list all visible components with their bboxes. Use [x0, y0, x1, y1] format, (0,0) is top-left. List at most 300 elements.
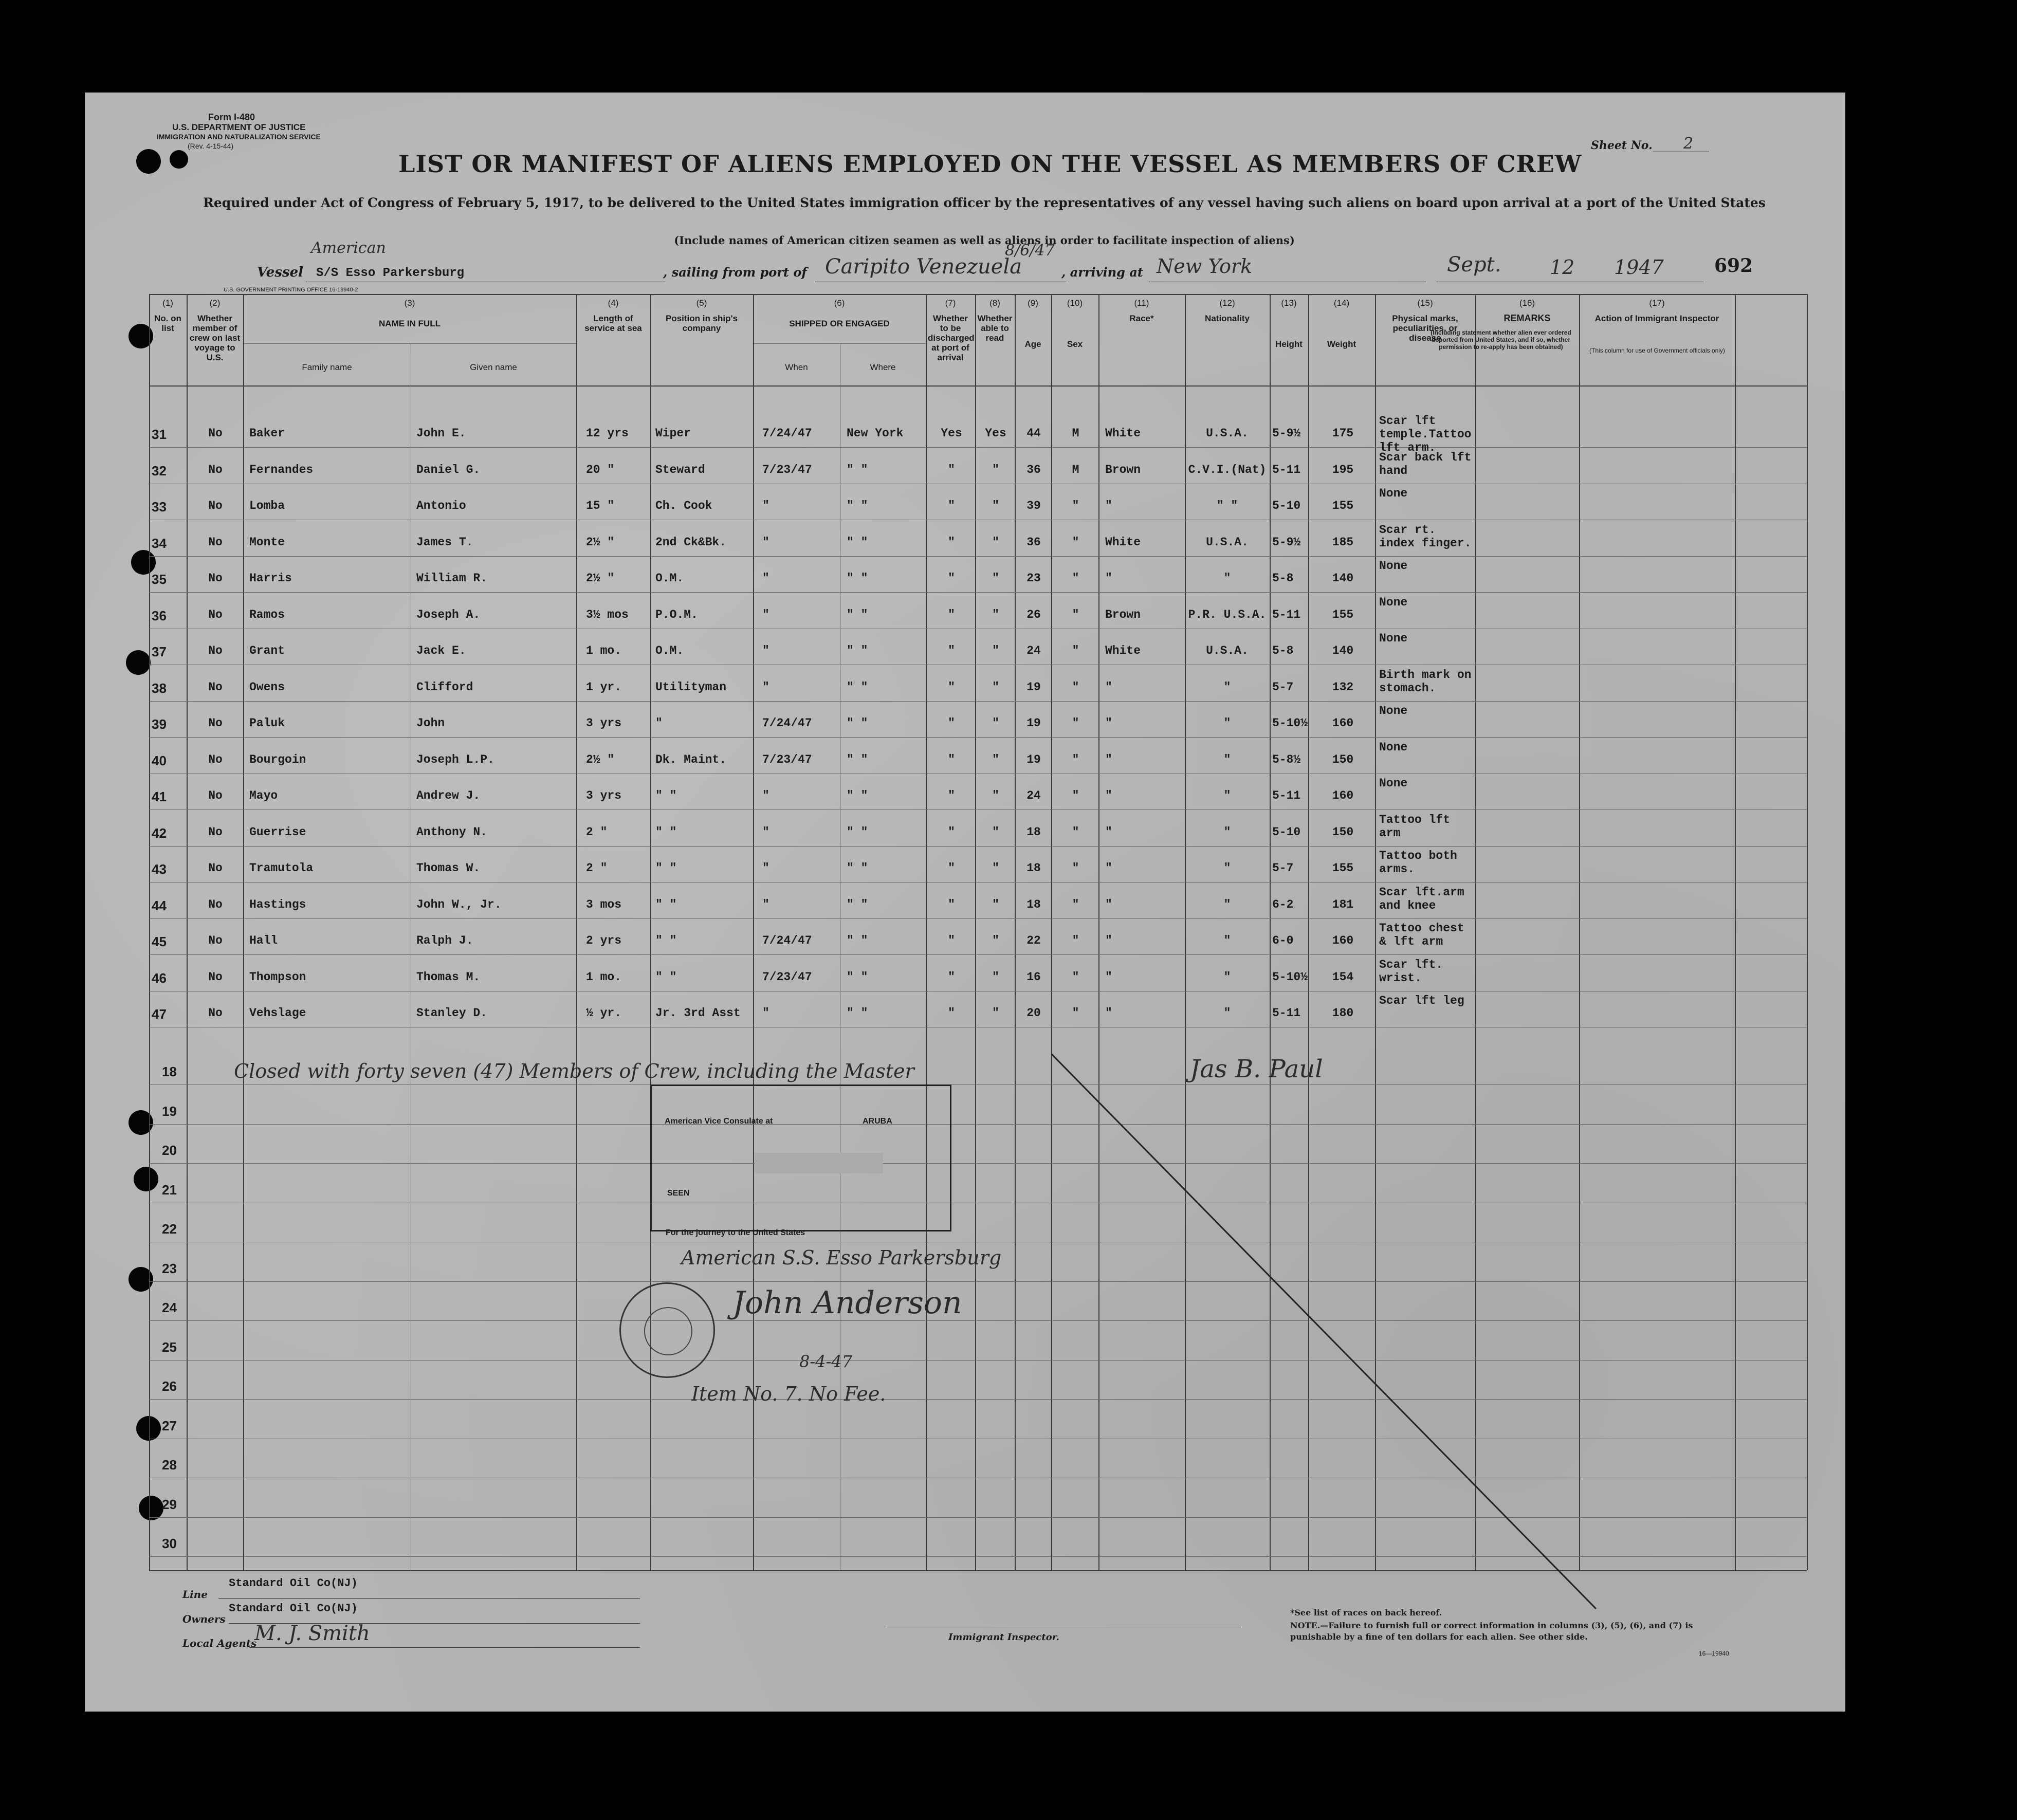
- cell-nationality: " ": [1216, 499, 1238, 512]
- cell-weight: 132: [1332, 680, 1354, 694]
- service-name: IMMIGRATION AND NATURALIZATION SERVICE: [157, 133, 321, 141]
- cell-prev: No: [208, 716, 223, 730]
- cell-sex: ": [1072, 572, 1079, 585]
- cell-nationality: ": [1223, 934, 1231, 947]
- cell-where: " ": [847, 572, 868, 585]
- cell-where: " ": [847, 825, 868, 839]
- column-rule: [243, 294, 244, 1570]
- column-rule: [149, 294, 150, 1570]
- cell-discharged: ": [948, 861, 955, 875]
- owners-label: Owners: [182, 1613, 226, 1625]
- cell-given: Daniel G.: [416, 463, 481, 476]
- row-number: 29: [162, 1496, 177, 1512]
- cell-age: 39: [1026, 499, 1041, 512]
- cell-when: 7/23/47: [762, 970, 812, 984]
- cell-family: Ramos: [249, 608, 285, 621]
- cell-height: 6-0: [1272, 934, 1294, 947]
- cell-when: ": [762, 680, 769, 694]
- cell-nationality: ": [1223, 1006, 1231, 1020]
- cell-nationality: U.S.A.: [1206, 427, 1249, 440]
- column-header: Weight: [1327, 339, 1356, 349]
- cell-nationality: C.V.I.(Nat): [1188, 463, 1267, 476]
- sheet-label: Sheet No.: [1591, 139, 1653, 152]
- cell-read: ": [992, 861, 999, 875]
- row-number: 25: [162, 1339, 177, 1355]
- cell-sex: ": [1072, 1006, 1079, 1020]
- cell-age: 19: [1026, 752, 1041, 766]
- cell-discharged: ": [948, 716, 955, 730]
- column-header: Race*: [1129, 314, 1154, 323]
- cell-where: " ": [847, 535, 868, 549]
- cell-discharged: ": [948, 608, 955, 621]
- row-number: 27: [162, 1418, 177, 1433]
- cell-age: 26: [1026, 608, 1041, 621]
- cell-where: " ": [847, 608, 868, 621]
- cell-position: O.M.: [655, 644, 684, 657]
- row-rule: [149, 737, 1807, 738]
- column-number: (10): [1067, 298, 1083, 308]
- column-header: Age: [1024, 339, 1041, 349]
- cell-age: 36: [1026, 463, 1041, 476]
- stamp-date: 8-4-47: [799, 1352, 853, 1371]
- cell-weight: 150: [1332, 752, 1354, 766]
- cell-where: " ": [847, 789, 868, 802]
- column-rule: [1015, 294, 1016, 1570]
- row-rule: [149, 846, 1807, 847]
- cell-prev: No: [208, 752, 223, 766]
- sub-header: Given name: [470, 362, 517, 372]
- cell-age: 18: [1026, 861, 1041, 875]
- cell-read: ": [992, 789, 999, 802]
- cell-race: ": [1105, 789, 1112, 802]
- cell-discharged: ": [948, 463, 955, 476]
- cell-weight: 155: [1332, 499, 1354, 512]
- cell-height: 5-7: [1272, 680, 1294, 694]
- row-number: 44: [152, 897, 167, 913]
- row-number: 38: [152, 680, 167, 696]
- cell-position: Dk. Maint.: [655, 752, 727, 766]
- cell-prev: No: [208, 499, 223, 512]
- cell-marks: Scar lft.arm and knee: [1379, 885, 1464, 912]
- cell-height: 5-10: [1272, 825, 1301, 839]
- column-header: NAME IN FULL: [379, 319, 441, 328]
- sailing-date: 8/6/47: [1005, 242, 1055, 260]
- consular-stamp: [650, 1084, 951, 1231]
- cell-when: ": [762, 608, 769, 621]
- cell-when: ": [762, 897, 769, 911]
- column-header: Whether to be discharged at port of arrival: [928, 314, 975, 362]
- cell-race: ": [1105, 861, 1112, 875]
- cell-age: 20: [1026, 1006, 1041, 1020]
- cell-prev: No: [208, 427, 223, 440]
- punch-hole: [136, 1416, 161, 1441]
- cell-sex: ": [1072, 861, 1079, 875]
- cell-family: Harris: [249, 572, 292, 585]
- cell-given: John E.: [416, 427, 466, 440]
- cell-read: ": [992, 752, 999, 766]
- cell-nationality: ": [1223, 970, 1231, 984]
- cell-weight: 155: [1332, 861, 1354, 875]
- column-number: (17): [1649, 298, 1665, 308]
- cell-given: William R.: [416, 572, 488, 585]
- stamp-vessel: American S.S. Esso Parkersburg: [681, 1246, 1002, 1269]
- cell-position: P.O.M.: [655, 608, 698, 621]
- arrival-day: 12: [1550, 256, 1575, 279]
- cell-race: ": [1105, 825, 1112, 839]
- column-number: (8): [989, 298, 1000, 308]
- column-rule: [1735, 294, 1736, 1570]
- cell-prev: No: [208, 1006, 223, 1020]
- column-number: (1): [162, 298, 173, 308]
- cell-position: Wiper: [655, 427, 691, 440]
- cell-when: 7/23/47: [762, 752, 812, 766]
- cell-when: ": [762, 644, 769, 657]
- agents-label: Local Agents: [182, 1637, 257, 1649]
- subtitle-note: (Include names of American citizen seamen as well as aliens in order to facilitate inspection of aliens): [674, 234, 1295, 247]
- column-rule: [650, 294, 651, 1570]
- cell-given: Thomas M.: [416, 970, 481, 984]
- cell-where: " ": [847, 644, 868, 657]
- cell-prev: No: [208, 897, 223, 911]
- cell-age: 18: [1026, 897, 1041, 911]
- owners-value: Standard Oil Co(NJ): [229, 1602, 358, 1615]
- column-number: (14): [1333, 298, 1350, 308]
- cell-weight: 160: [1332, 934, 1354, 947]
- row-number: 24: [162, 1300, 177, 1315]
- cell-height: 5-10½: [1272, 970, 1308, 984]
- column-header: SHIPPED OR ENGAGED: [789, 319, 890, 328]
- cell-height: 5-9½: [1272, 535, 1301, 549]
- cell-service: 3½ mos: [586, 608, 629, 621]
- row-number: 35: [152, 572, 167, 587]
- cell-marks: Tattoo both arms.: [1379, 849, 1457, 876]
- cell-when: ": [762, 825, 769, 839]
- cell-race: White: [1105, 427, 1141, 440]
- cell-race: ": [1105, 752, 1112, 766]
- cell-discharged: ": [948, 752, 955, 766]
- row-number: 47: [152, 1006, 167, 1022]
- sheet-number: 2: [1683, 135, 1694, 153]
- cell-sex: ": [1072, 970, 1079, 984]
- cell-nationality: ": [1223, 716, 1231, 730]
- agents-value: M. J. Smith: [254, 1622, 370, 1645]
- cell-family: Mayo: [249, 789, 278, 802]
- cell-service: 2 ": [586, 861, 608, 875]
- cell-nationality: ": [1223, 897, 1231, 911]
- cell-position: " ": [655, 861, 677, 875]
- row-rule: [149, 918, 1807, 919]
- stamp-fee: Item No. 7. No Fee.: [691, 1383, 886, 1405]
- cell-prev: No: [208, 608, 223, 621]
- row-number: 22: [162, 1221, 177, 1237]
- cell-discharged: ": [948, 970, 955, 984]
- column-header: Whether member of crew on last voyage to U.S.: [189, 314, 241, 362]
- row-number: 21: [162, 1182, 177, 1198]
- column-number: (5): [696, 298, 707, 308]
- cell-sex: M: [1072, 463, 1079, 476]
- cell-height: 5-8: [1272, 644, 1294, 657]
- arriving-port: New York: [1157, 255, 1253, 278]
- cell-service: 2½ ": [586, 535, 615, 549]
- cell-read: Yes: [985, 427, 1006, 440]
- cell-nationality: ": [1223, 752, 1231, 766]
- cell-given: Antonio: [416, 499, 466, 512]
- stamp-consulate: American Vice Consulate at: [665, 1117, 773, 1126]
- cell-prev: No: [208, 463, 223, 476]
- cell-marks: None: [1379, 777, 1408, 790]
- cell-prev: No: [208, 861, 223, 875]
- cell-when: 7/24/47: [762, 716, 812, 730]
- cell-read: ": [992, 608, 999, 621]
- stamp-seen: SEEN: [667, 1189, 690, 1198]
- cell-discharged: ": [948, 789, 955, 802]
- cell-family: Fernandes: [249, 463, 314, 476]
- cell-position: O.M.: [655, 572, 684, 585]
- cell-when: 7/23/47: [762, 463, 812, 476]
- row-rule: [149, 954, 1807, 955]
- cell-marks: Scar lft temple.Tattoo lft arm.: [1379, 414, 1472, 454]
- cell-age: 24: [1026, 644, 1041, 657]
- column-rule: [576, 294, 577, 1570]
- row-number: 34: [152, 535, 167, 551]
- cell-discharged: ": [948, 825, 955, 839]
- cell-race: ": [1105, 897, 1112, 911]
- row-number: 39: [152, 716, 167, 732]
- print-office: U.S. GOVERNMENT PRINTING OFFICE 16-19940-2: [224, 287, 358, 293]
- cell-family: Paluk: [249, 716, 285, 730]
- row-number: 37: [152, 644, 167, 659]
- cell-race: ": [1105, 680, 1112, 694]
- cell-prev: No: [208, 825, 223, 839]
- cell-marks: None: [1379, 632, 1408, 645]
- row-rule: [149, 447, 1807, 448]
- column-number: (12): [1219, 298, 1235, 308]
- punch-hole: [126, 650, 151, 675]
- cell-read: ": [992, 499, 999, 512]
- cell-when: ": [762, 861, 769, 875]
- punch-hole: [134, 1167, 158, 1191]
- row-number: 45: [152, 934, 167, 949]
- row-number: 20: [162, 1143, 177, 1158]
- cell-race: Brown: [1105, 463, 1141, 476]
- cell-service: 1 yr.: [586, 680, 622, 694]
- cell-marks: Scar lft. wrist.: [1379, 958, 1443, 985]
- cell-height: 5-10: [1272, 499, 1301, 512]
- cell-age: 18: [1026, 825, 1041, 839]
- column-number: (13): [1281, 298, 1297, 308]
- cell-given: Clifford: [416, 680, 473, 694]
- column-number: (4): [608, 298, 619, 308]
- cell-position: Steward: [655, 463, 705, 476]
- cell-sex: ": [1072, 897, 1079, 911]
- arrival-month: Sept.: [1447, 253, 1501, 277]
- cell-read: ": [992, 897, 999, 911]
- cell-family: Guerrise: [249, 825, 306, 839]
- cell-weight: 180: [1332, 1006, 1354, 1020]
- cell-nationality: ": [1223, 572, 1231, 585]
- column-number: (9): [1028, 298, 1038, 308]
- cell-sex: ": [1072, 499, 1079, 512]
- row-rule: [149, 592, 1807, 593]
- cell-nationality: U.S.A.: [1206, 644, 1249, 657]
- cell-marks: Tattoo chest & lft arm: [1379, 922, 1464, 948]
- cell-family: Lomba: [249, 499, 285, 512]
- cell-position: Utilityman: [655, 680, 727, 694]
- department: U.S. DEPARTMENT OF JUSTICE: [172, 122, 306, 132]
- cell-given: James T.: [416, 535, 473, 549]
- column-number: (6): [834, 298, 845, 308]
- cell-sex: ": [1072, 608, 1079, 621]
- cell-service: 12 yrs: [586, 427, 629, 440]
- cell-weight: 154: [1332, 970, 1354, 984]
- cell-sex: ": [1072, 644, 1079, 657]
- cell-race: ": [1105, 572, 1112, 585]
- row-number: 33: [152, 499, 167, 514]
- column-header: Height: [1275, 339, 1303, 349]
- cell-prev: No: [208, 535, 223, 549]
- cell-discharged: ": [948, 535, 955, 549]
- cell-discharged: ": [948, 1006, 955, 1020]
- cell-age: 19: [1026, 716, 1041, 730]
- column-rule: [975, 294, 976, 1570]
- cell-read: ": [992, 535, 999, 549]
- column-number: (3): [404, 298, 415, 308]
- sub-header: When: [785, 362, 808, 372]
- cell-height: 5-11: [1272, 789, 1301, 802]
- cell-discharged: ": [948, 934, 955, 947]
- cell-given: Andrew J.: [416, 789, 481, 802]
- cell-marks: None: [1379, 740, 1408, 754]
- cell-when: ": [762, 789, 769, 802]
- cell-height: 5-8: [1272, 572, 1294, 585]
- cell-sex: ": [1072, 789, 1079, 802]
- cell-race: White: [1105, 535, 1141, 549]
- cell-where: " ": [847, 499, 868, 512]
- cell-race: ": [1105, 934, 1112, 947]
- cell-marks: None: [1379, 595, 1408, 609]
- cell-read: ": [992, 825, 999, 839]
- cell-when: 7/24/47: [762, 427, 812, 440]
- consular-seal: [619, 1282, 715, 1378]
- cell-where: " ": [847, 752, 868, 766]
- cell-service: 2 ": [586, 825, 608, 839]
- vessel-nationality: American: [311, 239, 386, 257]
- cell-given: Anthony N.: [416, 825, 488, 839]
- column-header: Physical marks, peculiarities, or disease: [1392, 314, 1458, 343]
- cell-age: 44: [1026, 427, 1041, 440]
- cell-service: 1 mo.: [586, 644, 622, 657]
- cell-age: 23: [1026, 572, 1041, 585]
- column-rule: [1807, 294, 1808, 1570]
- cell-marks: Tattoo lft arm: [1379, 813, 1451, 840]
- cell-family: Monte: [249, 535, 285, 549]
- cell-position: Ch. Cook: [655, 499, 712, 512]
- cell-height: 5-8½: [1272, 752, 1301, 766]
- cell-sex: ": [1072, 934, 1079, 947]
- cell-where: " ": [847, 861, 868, 875]
- cell-when: ": [762, 499, 769, 512]
- cell-service: 3 yrs: [586, 789, 622, 802]
- cell-height: 5-9½: [1272, 427, 1301, 440]
- closing-note: Closed with forty seven (47) Members of Crew, including the Master: [234, 1060, 914, 1082]
- stamp-place: ARUBA: [863, 1117, 892, 1126]
- cell-weight: 185: [1332, 535, 1354, 549]
- cell-weight: 140: [1332, 644, 1354, 657]
- cell-prev: No: [208, 680, 223, 694]
- cell-weight: 181: [1332, 897, 1354, 911]
- column-number: (16): [1519, 298, 1535, 308]
- cell-nationality: ": [1223, 680, 1231, 694]
- column-number: (2): [209, 298, 221, 308]
- cell-weight: 160: [1332, 789, 1354, 802]
- cell-marks: None: [1379, 704, 1408, 718]
- cell-marks: Scar back lft hand: [1379, 450, 1472, 477]
- cell-nationality: U.S.A.: [1206, 535, 1249, 549]
- row-number: 30: [162, 1536, 177, 1551]
- cell-family: Grant: [249, 644, 285, 657]
- row-number: 43: [152, 861, 167, 877]
- cell-sex: ": [1072, 752, 1079, 766]
- cell-where: " ": [847, 897, 868, 911]
- row-rule: [149, 556, 1807, 557]
- cell-read: ": [992, 970, 999, 984]
- cell-marks: Scar rt. index finger.: [1379, 523, 1472, 550]
- cell-discharged: ": [948, 644, 955, 657]
- row-rule: [149, 882, 1807, 883]
- cell-service: 2½ ": [586, 752, 615, 766]
- cell-service: 20 ": [586, 463, 615, 476]
- cell-sex: ": [1072, 680, 1079, 694]
- cell-marks: Birth mark on stomach.: [1379, 668, 1472, 695]
- cell-discharged: ": [948, 499, 955, 512]
- cell-age: 22: [1026, 934, 1041, 947]
- cell-age: 36: [1026, 535, 1041, 549]
- form-number: Form I-480: [208, 112, 255, 122]
- cell-where: " ": [847, 970, 868, 984]
- void-line: [1051, 1054, 1606, 1614]
- cell-read: ": [992, 934, 999, 947]
- cell-family: Vehslage: [249, 1006, 306, 1020]
- cell-read: ": [992, 463, 999, 476]
- cell-given: Stanley D.: [416, 1006, 488, 1020]
- row-number: 40: [152, 752, 167, 768]
- cell-read: ": [992, 572, 999, 585]
- remarks-note: (Including statement whether alien ever ordered deported from United States, and if so, whether permission to re-apply has been obtained): [1431, 329, 1571, 351]
- cell-weight: 150: [1332, 825, 1354, 839]
- cell-weight: 160: [1332, 716, 1354, 730]
- cell-position: 2nd Ck&Bk.: [655, 535, 727, 549]
- page-number: 692: [1714, 255, 1753, 277]
- cell-read: ": [992, 680, 999, 694]
- action-note: (This column for use of Government officials only): [1589, 347, 1725, 354]
- column-rule: [187, 294, 188, 1570]
- cell-service: 2½ ": [586, 572, 615, 585]
- column-rule: [753, 294, 754, 1570]
- cell-when: ": [762, 1006, 769, 1020]
- cell-race: ": [1105, 970, 1112, 984]
- cell-service: 1 mo.: [586, 970, 622, 984]
- row-number: 28: [162, 1457, 177, 1473]
- cell-prev: No: [208, 789, 223, 802]
- arriving-label: , arriving at: [1061, 265, 1143, 280]
- row-rule: [149, 701, 1807, 702]
- cell-family: Hall: [249, 934, 278, 947]
- cell-weight: 195: [1332, 463, 1354, 476]
- cell-service: 3 yrs: [586, 716, 622, 730]
- column-number: (7): [945, 298, 956, 308]
- cell-weight: 155: [1332, 608, 1354, 621]
- column-rule: [926, 294, 927, 1570]
